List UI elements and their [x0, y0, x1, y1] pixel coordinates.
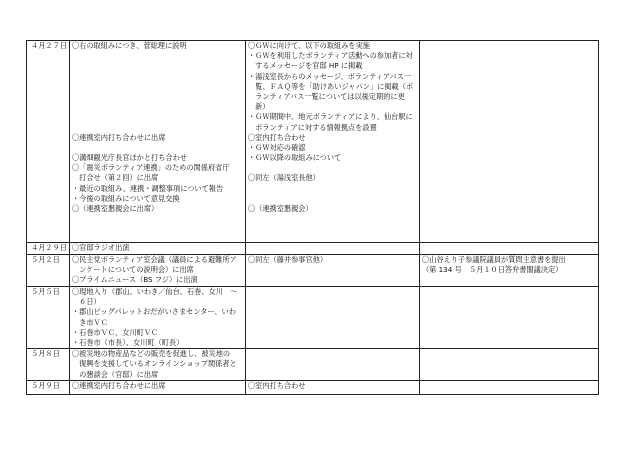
entry-line: ・ＧＷ期間中、地元ボランティアにより、仙台駅に [247, 112, 413, 122]
schedule-row [27, 243, 599, 255]
entry-line: ６日） [71, 297, 101, 307]
entry-line: 〇プライムニュース（BS フジ）に出演 [71, 275, 198, 285]
entry-line [72, 123, 243, 133]
entry-cell-b [245, 349, 419, 381]
date-cell [27, 255, 70, 287]
entry-line: 〇ＧＷに向けて、以下の取組みを実施 [247, 41, 370, 50]
entry-cell-a [69, 349, 245, 381]
entry-line: 〇現地入り（郡山、いわき／仙台、石巻、女川 ～ [71, 287, 238, 296]
entry-line: 〇民主党ボランティア室会議（議員による避難所ア [71, 255, 237, 264]
entry-line: 覧、ＦＡＱ等を「助けあいジャパン」に掲載（ボ [247, 81, 414, 91]
schedule-row [27, 255, 599, 287]
entry-cell-c [419, 380, 598, 394]
entry-cell-b [245, 255, 419, 287]
entry-line [72, 143, 243, 153]
date-label: ５月２日 [31, 255, 60, 264]
entry-cell-c [419, 349, 598, 381]
entry-line: の懇談会（官邸）に出席 [71, 369, 159, 379]
entry-line: するメッセージを官邸 HP に掲載 [247, 61, 363, 71]
schedule-body [27, 41, 599, 395]
entry-line: 〇「震災ボランティア連携」のための関係府省庁 [71, 163, 230, 173]
entry-line: ボランティアに対する情報拠点を設置 [247, 122, 377, 132]
schedule-row [27, 287, 599, 349]
date-cell [27, 41, 70, 243]
entry-line: 打合せ（第２回）に出席 [71, 173, 159, 183]
entry-line: 〇室内打ち合わせ [247, 132, 306, 142]
entry-line: ンケートについての説明会）に出席 [71, 265, 194, 275]
entry-line: 〇溝畑観光庁長官ほかと打ち合わせ [71, 153, 187, 163]
entry-cell-c [419, 41, 598, 243]
entry-line [72, 72, 243, 82]
entry-cell-b [245, 380, 419, 394]
date-cell [27, 380, 70, 394]
entry-line [72, 51, 243, 61]
schedule-row [27, 349, 599, 381]
entry-cell-a [69, 380, 245, 394]
entry-line: ・最近の取組み、連携・調整事項について報告 [71, 183, 224, 193]
entry-line [248, 184, 417, 194]
entry-line: 〇同左（湯浅室長他） [247, 173, 320, 183]
entry-line [72, 112, 243, 122]
entry-line: ・石巻市ＶＣ、女川町ＶＣ [71, 327, 159, 337]
date-label: ５月５日 [31, 287, 60, 296]
entry-line [248, 163, 417, 173]
entry-line: ・郡山ビッグパレットおだがいさまセンター、いわ [71, 307, 236, 317]
date-label: ５月８日 [31, 349, 60, 359]
entry-line: 〇連携室内打ち合わせに出席 [71, 132, 166, 142]
entry-line [72, 82, 243, 92]
entry-line: ・ＧＷを利用したボランティア活動への参加者に対 [247, 51, 413, 61]
entry-cell-a [69, 41, 245, 243]
schedule-table [26, 40, 599, 395]
entry-line: ・石巻市（市長）、女川町（町長） [71, 337, 184, 347]
schedule-row [27, 41, 599, 243]
entry-line: ・湯浅室長からのメッセージ、ボランティアバス一 [247, 71, 412, 81]
date-cell [27, 243, 70, 255]
entry-line: 〇（連携室懇親会） [247, 204, 313, 213]
entry-cell-a [69, 287, 245, 349]
entry-cell-b [245, 243, 419, 255]
entry-line: 〇（連携室懇親会に出席） [71, 204, 159, 213]
entry-line [72, 92, 243, 102]
entry-cell-b [245, 287, 419, 349]
date-cell [27, 349, 70, 381]
entry-line: 〇連携室内打ち合わせに出席 [71, 380, 166, 390]
schedule-row [27, 380, 599, 394]
entry-line: 〇山谷えり子参議院議員が質問主意書を提出 [421, 255, 566, 264]
entry-line: ・今後の取組みについて意見交換 [71, 193, 180, 203]
entry-cell-c [419, 255, 598, 287]
entry-line: 〇右の取組みにつき、菅総理に説明 [71, 41, 187, 50]
entry-line: 〇被災地の物産品などの販売を促進し、被災地の [71, 349, 231, 359]
entry-line: （第 134 号 ５月１０日答弁書閣議決定） [421, 265, 563, 275]
entry-cell-a [69, 255, 245, 287]
entry-cell-a [69, 243, 245, 255]
entry-line: ランティアバス一覧については以後定期的に更 [247, 91, 405, 101]
entry-line: 〇官邸ラジオ出演 [71, 243, 130, 252]
date-label: ４月２９日 [31, 243, 67, 252]
entry-line [72, 102, 243, 112]
entry-cell-c [419, 243, 598, 255]
entry-line: ・ＧＷ以降の取組みについて [247, 153, 342, 163]
entry-cell-b [245, 41, 419, 243]
date-cell [27, 287, 70, 349]
entry-cell-c [419, 287, 598, 349]
entry-line [248, 194, 417, 204]
entry-line: 復興を支援しているオンラインショップ関係者と [71, 359, 237, 369]
entry-line: 〇室内打ち合わせ [247, 380, 306, 390]
entry-line: き市ＶＣ [71, 317, 108, 327]
entry-line: 新） [247, 102, 270, 112]
date-label: ４月２７日 [31, 41, 67, 50]
entry-line: ・ＧＷ対応の確認 [247, 142, 306, 152]
date-label: ５月９日 [31, 380, 60, 390]
entry-line: 〇同左（藤井参事官他） [247, 255, 328, 264]
entry-line [72, 61, 243, 71]
